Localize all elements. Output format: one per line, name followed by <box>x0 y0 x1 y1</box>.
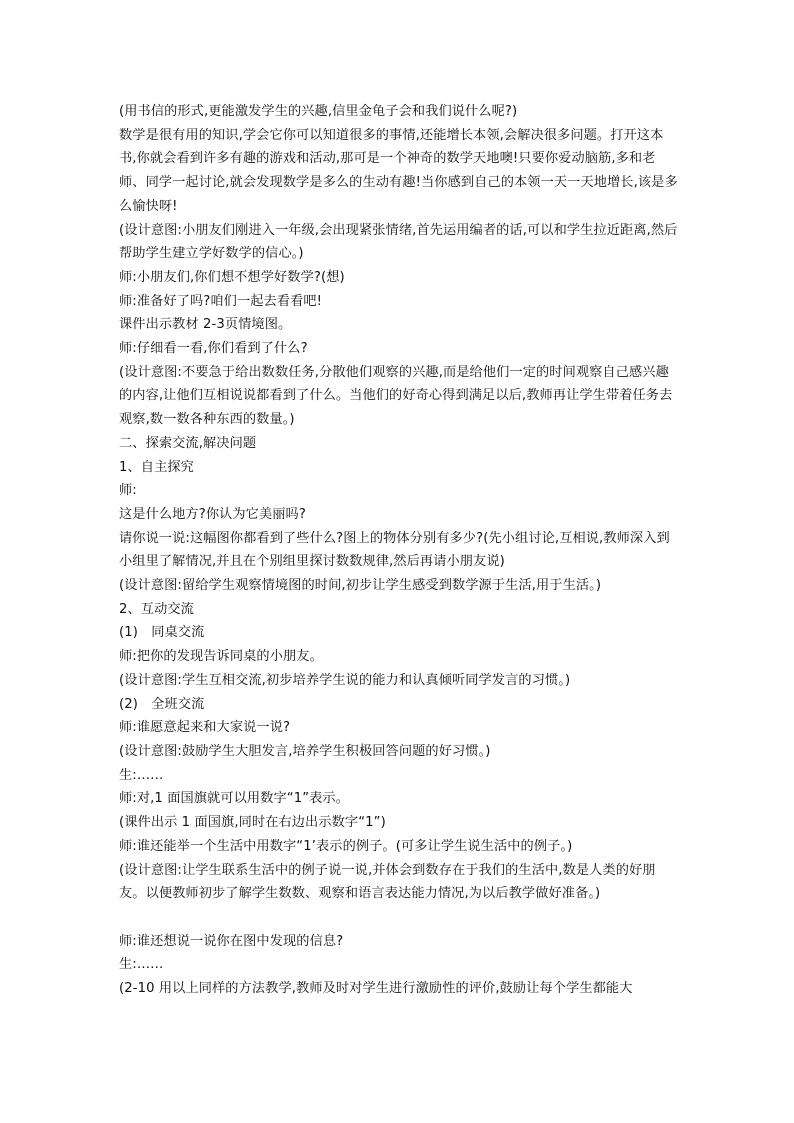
subsection-item-1: (1) 同桌交流 <box>119 625 205 641</box>
paragraph-design-note-3: (设计意图:留给学生观察情境图的时间,初步让学生感受到数学源于生活,用于生活。) <box>119 578 602 594</box>
document-body <box>119 100 679 1001</box>
paragraph-student-2: 生:…… <box>119 957 164 973</box>
paragraph-courseware-1: 课件出示教材 2-3页情境图。 <box>119 317 292 333</box>
paragraph-teacher-8: 师:谁还想说一说你在图中发现的信息? <box>119 933 344 949</box>
paragraph-design-note-5: (设计意图:鼓励学生大胆发言,培养学生积极回答问题的好习惯。) <box>119 743 491 759</box>
subsection-item-2: (2) 全班交流 <box>119 696 205 712</box>
paragraph-teacher-label: 师: <box>119 483 137 499</box>
paragraph-teacher-5: 师:谁愿意起来和大家说一说? <box>119 720 291 736</box>
paragraph-courseware-2: (课件出示 1 面国旗,同时在右边出示数字“1”) <box>119 815 386 831</box>
paragraph-design-note-2: (设计意图:不要急于给出数数任务,分散他们观察的兴趣,而是给他们一定的时间观察自己感兴趣的内容,让他们互相说说都看到了什么。当他们的好奇心得到满足以后,教师再让学生带着任务去观察,数一数各种东西的数量。) <box>119 364 673 428</box>
paragraph-teacher-4: 师:把你的发现告诉同桌的小朋友。 <box>119 649 323 665</box>
subsection-heading-1: 1、自主探究 <box>119 459 194 475</box>
paragraph-letter: 数学是很有用的知识,学会它你可以知道很多的事情,还能增长本领,会解决很多问题。打开这本书,你就会看到许多有趣的游戏和活动,那可是一个神奇的数学天地噢!只要你爱动脑筋,多和老师、同学一起讨论,就会发现数学是多么的生动有趣!当你感到自己的本领一天一天地增长,该是多么愉快呀! <box>119 127 678 214</box>
section-heading-2: 二、探索交流,解决问题 <box>119 435 257 451</box>
paragraph-teacher-6: 师:对,1 面国旗就可以用数字“1”表示。 <box>119 791 349 807</box>
paragraph-method-note: (2-10 用以上同样的方法教学,教师及时对学生进行激励性的评价,鼓励让每个学生都能大 <box>119 981 633 996</box>
paragraph-teacher-7: 师:谁还能举一个生活中用数字“1’表示的例子。(可多让学生说生活中的例子。) <box>119 838 573 854</box>
paragraph-teacher-3: 师:仔细看一看,你们看到了什么? <box>119 341 308 357</box>
paragraph-question-2: 请你说一说:这幅图你都看到了些什么?图上的物体分别有多少?(先小组讨论,互相说,教师深入到小组里了解情况,并且在个别组里探讨数数规律,然后再请小朋友说) <box>119 530 670 570</box>
paragraph-design-note-1: (设计意图:小朋友们刚进入一年级,会出现紧张情绪,首先运用编者的话,可以和学生拉近距离,然后帮助学生建立学好数学的信心。) <box>119 222 678 262</box>
paragraph-design-note-6: (设计意图:让学生联系生活中的例子说一说,并体会到数存在于我们的生活中,数是人类的好朋友。以便教师初步了解学生数数、观察和语言表达能力情况,为以后教学做好准备。) <box>119 862 656 902</box>
paragraph-intro-note: (用书信的形式,更能激发学生的兴趣,信里金龟子会和我们说什么呢?) <box>119 104 518 119</box>
paragraph-design-note-4: (设计意图:学生互相交流,初步培养学生说的能力和认真倾听同学发言的习惯。) <box>119 672 571 688</box>
paragraph-student-1: 生:…… <box>119 767 164 783</box>
paragraph-teacher-2: 师:准备好了吗?咱们一起去看看吧! <box>119 293 323 309</box>
subsection-heading-2: 2、互动交流 <box>119 601 194 617</box>
paragraph-teacher-1: 师:小朋友们,你们想不想学好数学?(想) <box>119 269 345 285</box>
paragraph-question-1: 这是什么地方?你认为它美丽吗? <box>119 506 306 522</box>
blank-line <box>119 906 679 930</box>
